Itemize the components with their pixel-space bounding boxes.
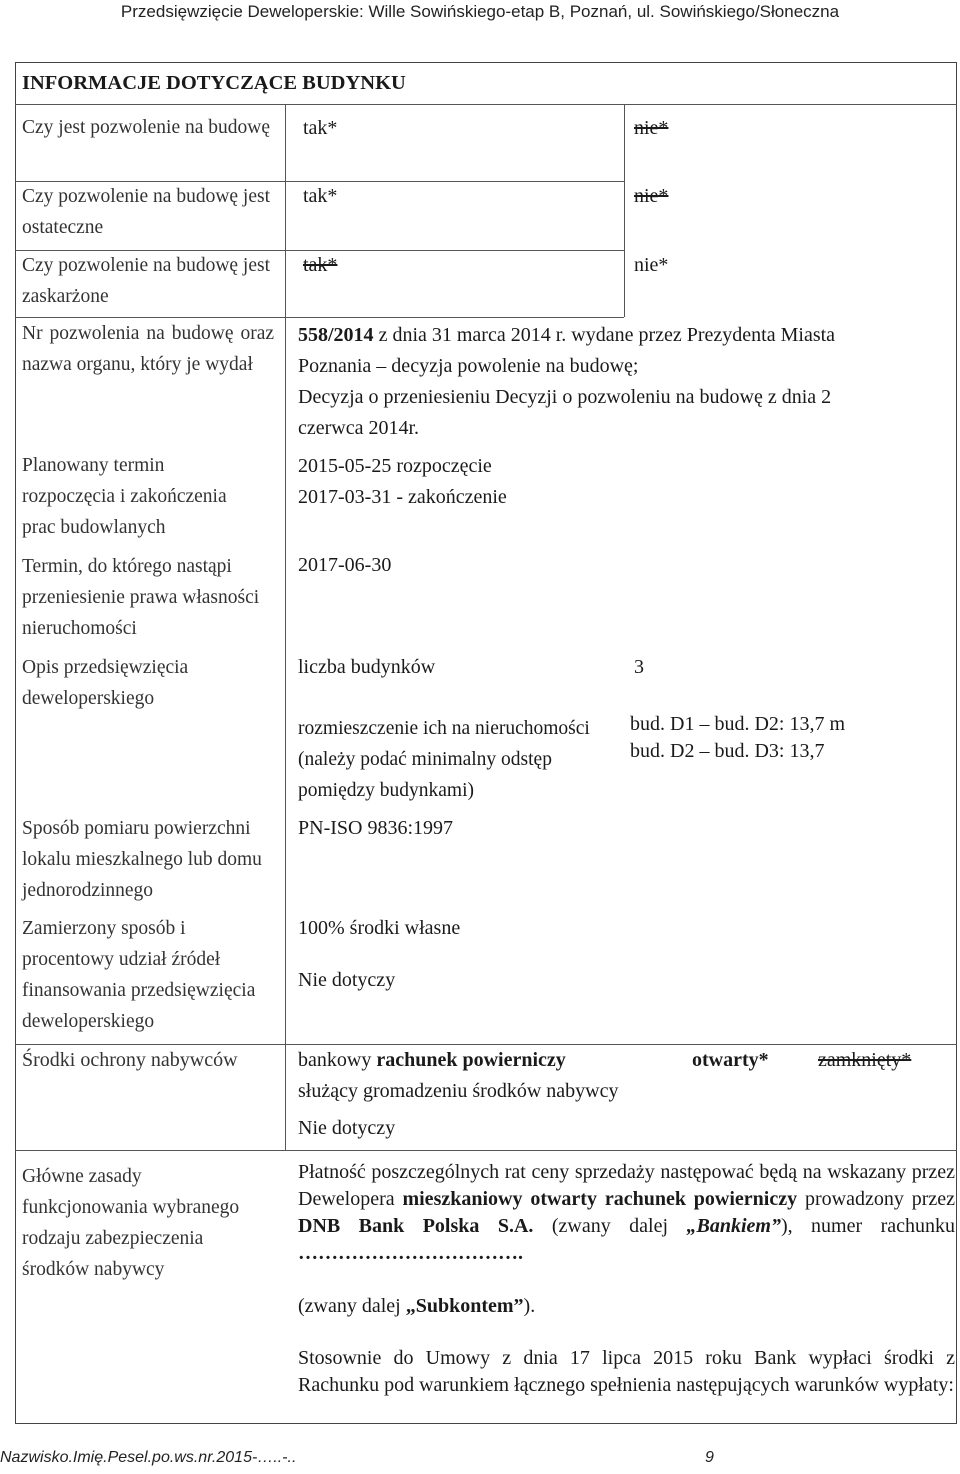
page-header: Przedsięwzięcie Deweloperskie: Wille Sowińskiego-etap B, Poznań, ul. Sowińskiego/Słoneczna xyxy=(120,2,840,21)
label-schedule: Planowany termin rozpoczęcia i zakończenia prac budowlanych xyxy=(22,455,227,538)
account-open: otwarty* xyxy=(692,1049,769,1071)
label-final: Czy pozwolenie na budowę jest ostateczne xyxy=(22,186,271,238)
financing-own: 100% środki własne xyxy=(298,917,461,939)
final-no: nie* xyxy=(634,185,669,207)
section-title-divider xyxy=(15,104,957,105)
account-closed: zamknięty* xyxy=(818,1049,912,1071)
account-type-line2: służący gromadzeniu środków nabywcy xyxy=(298,1080,619,1102)
label-description: Opis przedsięwzięcia deweloperskiego xyxy=(22,657,189,709)
label-principles: Główne zasady funkcjonowania wybranego rodzaju zabezpieczenia środków nabywcy xyxy=(22,1166,240,1280)
label-transfer: Termin, do którego nastąpi przeniesienie prawa własności nieruchomości xyxy=(22,556,260,639)
schedule-start: 2015-05-25 rozpoczęcie xyxy=(298,455,492,477)
footer-document-id: Nazwisko.Imię.Pesel.po.ws.nr.2015-…..-.. xyxy=(0,1449,297,1466)
row-divider xyxy=(15,1150,957,1151)
permit-number: 558/2014 xyxy=(298,324,374,346)
permit-no: nie* xyxy=(634,117,669,139)
distance-d2-d3: bud. D2 – bud. D3: 13,7 xyxy=(630,740,825,762)
appealed-yes: tak* xyxy=(303,254,338,276)
principles-paragraph-1: Płatność poszczególnych rat ceny sprzedaży następować będą na wskazany przez Dewelopera mieszkaniowy otwarty rachunek powierniczy prowadzony przez DNB Bank Polska S.A. (zwany dalej „Bankiem”), numer rachunku ……………………………. xyxy=(298,1161,955,1264)
permit-number-line2: Poznania – decyzja powolenie na budowę; xyxy=(298,355,639,377)
permit-number-line4: czerwca 2014r. xyxy=(298,417,420,439)
buildings-count: 3 xyxy=(634,656,644,678)
buildings-count-label: liczba budynków xyxy=(298,656,436,678)
distance-d1-d2: bud. D1 – bud. D2: 13,7 m xyxy=(630,713,845,735)
financing-other: Nie dotyczy xyxy=(298,969,396,991)
permit-yes: tak* xyxy=(303,117,338,139)
schedule-end: 2017-03-31 - zakończenie xyxy=(298,486,507,508)
final-yes: tak* xyxy=(303,185,338,207)
label-measurement: Sposób pomiaru powierzchni lokalu mieszkalnego lub domu jednorodzinnego xyxy=(22,818,262,901)
permit-number-line1: 558/2014 z dnia 31 marca 2014 r. wydane przez Prezydenta Miasta xyxy=(298,324,836,346)
measurement-standard: PN-ISO 9836:1997 xyxy=(298,817,454,839)
section-title: INFORMACJE DOTYCZĄCE BUDYNKU xyxy=(22,72,406,94)
column-divider xyxy=(624,104,625,317)
principles-paragraph-2: (zwany dalej „Subkontem”). xyxy=(298,1295,536,1317)
label-permit: Czy jest pozwolenie na budowę xyxy=(22,117,271,138)
principles-paragraph-3: Stosownie do Umowy z dnia 17 lipca 2015 roku Bank wypłaci środki z Rachunku pod warunkiem łącznego spełnienia następujących warunków wypłaty: xyxy=(298,1347,955,1396)
label-financing: Zamierzony sposób i procentowy udział źródeł finansowania przedsięwzięcia deweloperskiego xyxy=(22,918,256,1032)
placement-label: rozmieszczenie ich na nieruchomości (należy podać minimalny odstęp pomiędzy budynkami) xyxy=(298,718,590,801)
permit-number-line3: Decyzja o przeniesieniu Decyzji o pozwoleniu na budowę z dnia 2 xyxy=(298,386,832,408)
account-type-line1: bankowy rachunek powierniczy xyxy=(298,1049,566,1071)
column-divider xyxy=(285,104,286,1150)
page-number: 9 xyxy=(705,1449,714,1466)
label-appealed: Czy pozwolenie na budowę jest zaskarżone xyxy=(22,255,271,307)
label-permit-number: Nr pozwolenia na budowę oraz nazwa organu, który je wydał xyxy=(22,323,274,375)
transfer-date: 2017-06-30 xyxy=(298,554,392,576)
protection-other: Nie dotyczy xyxy=(298,1117,396,1139)
escrow-account: rachunek powierniczy xyxy=(376,1049,566,1071)
label-protection: Środki ochrony nabywców xyxy=(22,1049,238,1071)
appealed-no: nie* xyxy=(634,254,669,276)
